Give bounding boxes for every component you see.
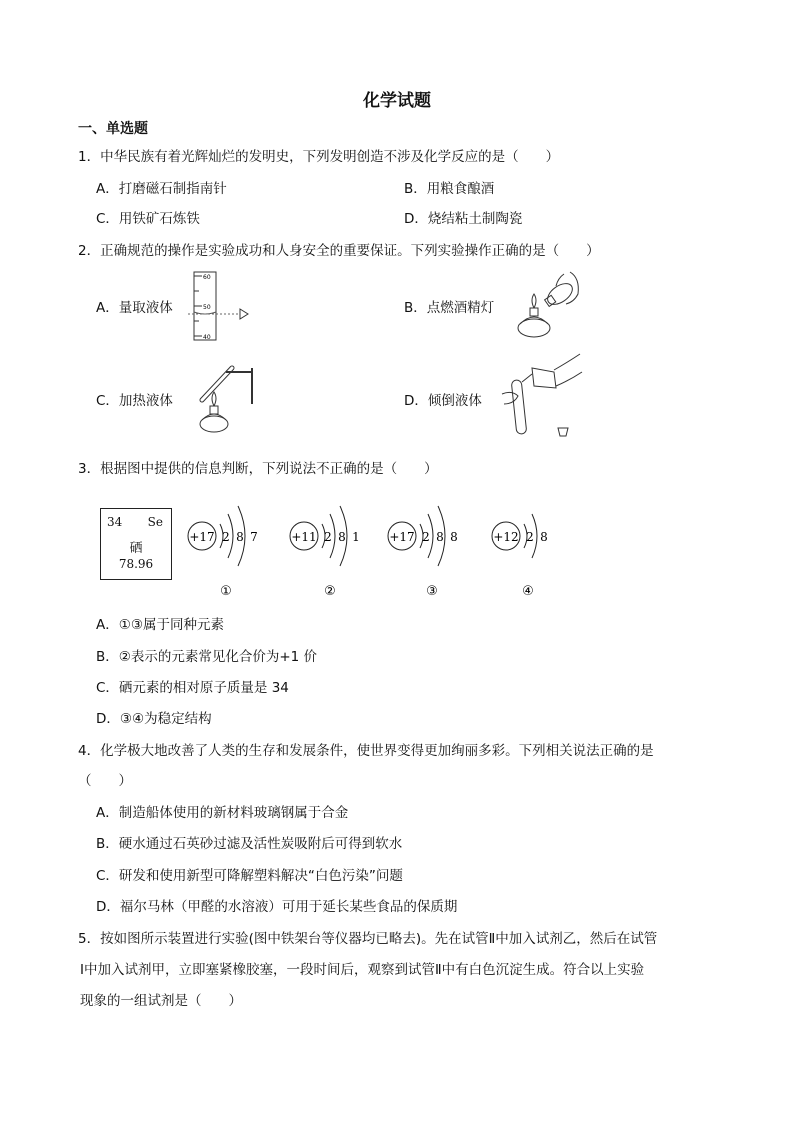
question-1-stem: 1．中华民族有着光辉灿烂的发明史，下列发明创造不涉及化学反应的是（ ） (78, 149, 560, 165)
question-3-option-a: A．①③属于同种元素 (96, 617, 224, 633)
atomic-number: 34 (107, 515, 123, 529)
question-4-option-d: D．福尔马林（甲醛的水溶液）可用于延长某些食品的保质期 (96, 899, 458, 915)
atom-diagram-4 (484, 488, 584, 600)
nucleus-charge: +11 (291, 530, 317, 544)
shell-electrons: 7 (250, 530, 258, 544)
diagram-label: ④ (522, 584, 534, 599)
section-heading: 一、单选题 (78, 121, 148, 137)
question-4-option-a: A．制造船体使用的新材料玻璃钢属于合金 (96, 805, 349, 821)
nucleus-charge: +12 (493, 530, 519, 544)
page-title: 化学试题 (363, 91, 431, 111)
shell-electrons: 8 (540, 530, 548, 544)
atom-diagram-2 (282, 488, 382, 600)
question-1-option-b: B．用粮食酿酒 (404, 181, 495, 197)
atomic-mass: 78.96 (118, 557, 154, 571)
alcohol-lamp-lighting-figure (508, 266, 588, 346)
selenium-element-card (100, 508, 172, 580)
diagram-label: ① (220, 584, 232, 599)
cylinder-tick-label: 60 (203, 274, 211, 281)
shell-electrons: 2 (526, 530, 534, 544)
question-1-option-c: C．用铁矿石炼铁 (96, 211, 200, 227)
question-3-option-c: C．硒元素的相对原子质量是 34 (96, 680, 289, 696)
element-name: 硒 (129, 541, 143, 556)
cylinder-tick-label: 40 (203, 334, 211, 341)
question-4-option-c: C．研发和使用新型可降解塑料解决“白色污染”问题 (96, 868, 403, 884)
shell-electrons: 2 (422, 530, 430, 544)
pouring-liquid-figure (488, 350, 588, 442)
heating-liquid-figure (190, 358, 270, 440)
question-5-stem-line-3: 现象的一组试剂是（ ） (80, 993, 242, 1009)
question-2-option-a: A．量取液体 (96, 300, 173, 316)
element-symbol: Se (147, 515, 163, 529)
question-4-option-b: B．硬水通过石英砂过滤及活性炭吸附后可得到软水 (96, 836, 403, 852)
shell-electrons: 8 (450, 530, 458, 544)
shell-electrons: 2 (324, 530, 332, 544)
shell-electrons: 2 (222, 530, 230, 544)
atom-diagram-3 (380, 488, 480, 600)
nucleus-charge: +17 (389, 530, 415, 544)
question-4-stem: 4．化学极大地改善了人类的生存和发展条件，使世界变得更加绚丽多彩。下列相关说法正确的是 (78, 743, 654, 759)
atom-diagram-1 (180, 488, 280, 600)
nucleus-charge: +17 (189, 530, 215, 544)
question-1-option-d: D．烧结粘土制陶瓷 (404, 211, 523, 227)
shell-electrons: 8 (236, 530, 244, 544)
shell-electrons: 1 (352, 530, 360, 544)
question-3-option-b: B．②表示的元素常见化合价为+1 价 (96, 649, 318, 665)
diagram-label: ③ (426, 584, 438, 599)
question-1-option-a: A．打磨磁石制指南针 (96, 181, 227, 197)
question-3-stem: 3．根据图中提供的信息判断，下列说法不正确的是（ ） (78, 461, 438, 477)
question-5-stem-line-1: 5．按如图所示装置进行实验(图中铁架台等仪器均已略去)。先在试管Ⅱ中加入试剂乙，然后在试管 (78, 931, 658, 947)
shell-electrons: 8 (436, 530, 444, 544)
graduated-cylinder-figure (188, 270, 260, 342)
question-3-option-d: D．③④为稳定结构 (96, 711, 212, 727)
question-2-option-b: B．点燃酒精灯 (404, 300, 495, 316)
question-4-stem-bracket: （ ） (78, 773, 132, 789)
question-5-stem-line-2: Ⅰ中加入试剂甲，立即塞紧橡胶塞，一段时间后，观察到试管Ⅱ中有白色沉淀生成。符合以上实验 (80, 962, 645, 978)
shell-electrons: 8 (338, 530, 346, 544)
diagram-label: ② (324, 584, 336, 599)
question-2-option-c: C．加热液体 (96, 393, 173, 409)
question-2-option-d: D．倾倒液体 (404, 393, 482, 409)
cylinder-tick-label: 50 (203, 304, 211, 311)
question-2-stem: 2．正确规范的操作是实验成功和人身安全的重要保证。下列实验操作正确的是（ ） (78, 243, 600, 259)
